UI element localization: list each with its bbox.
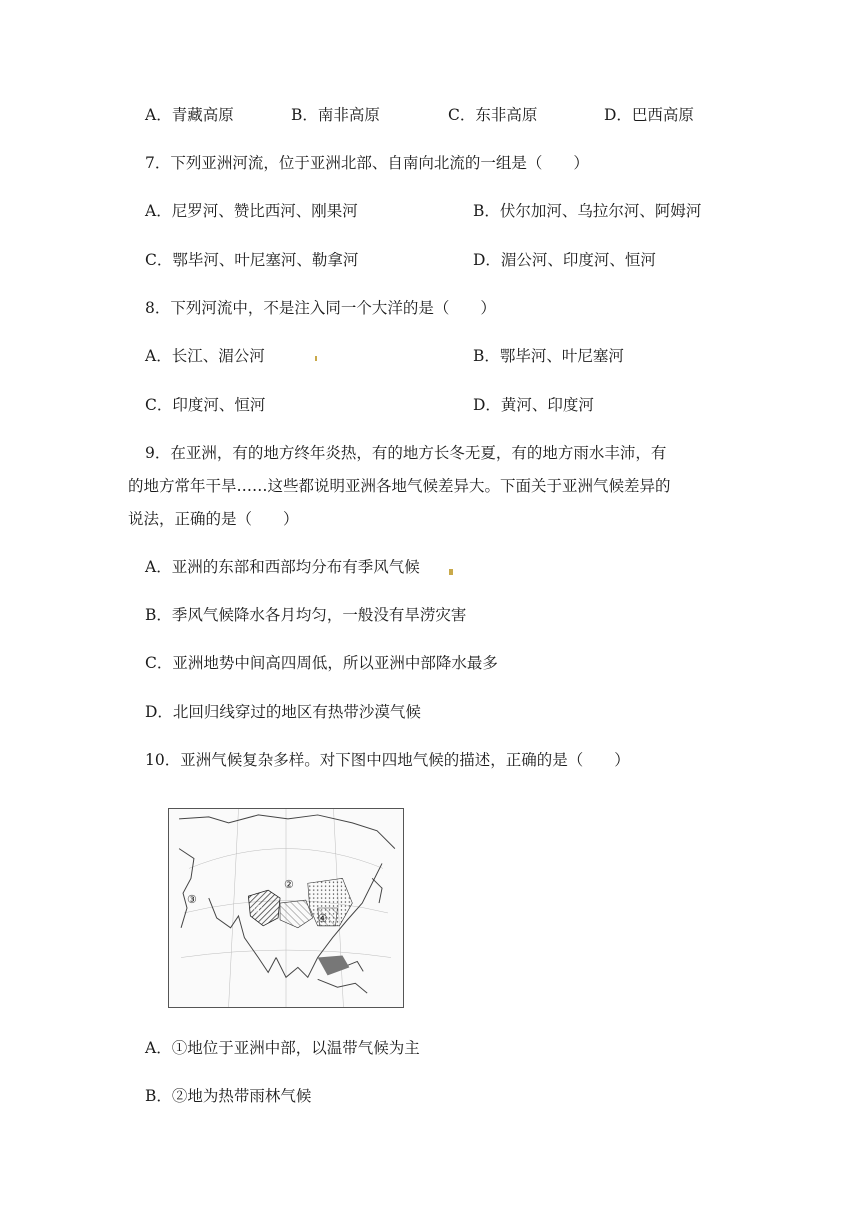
map-label-2: ② [284, 878, 294, 892]
q9-option-b: B．季风气候降水各月均匀，一般没有旱涝灾害 [145, 606, 467, 624]
region-islands [318, 956, 350, 976]
q9-stem-line2: 的地方常年干旱……这些都说明亚洲各地气候差异大。下面关于亚洲气候差异的 [128, 477, 671, 495]
q6-option-d: D．巴西高原 [604, 106, 694, 124]
q8-option-c: C．印度河、恒河 [145, 396, 266, 414]
scan-speck [449, 569, 453, 575]
q6-option-b: B．南非高原 [291, 106, 380, 124]
q6-option-a: A．青藏高原 [145, 106, 234, 124]
q10-option-b: B．②地为热带雨林气候 [145, 1087, 312, 1105]
map-label-4: ④ [317, 911, 328, 925]
q7-option-a: A．尼罗河、赞比西河、刚果河 [145, 202, 358, 220]
q7-option-c: C．鄂毕河、叶尼塞河、勒拿河 [145, 251, 359, 269]
q10-stem: 10．亚洲气候复杂多样。对下图中四地气候的描述，正确的是（ ） [145, 751, 630, 769]
map-label-3: ③ [187, 893, 197, 907]
q8-option-a: A．长江、湄公河 [145, 347, 265, 365]
q9-stem-line1: 9．在亚洲，有的地方终年炎热，有的地方长冬无夏，有的地方雨水丰沛，有 [145, 444, 667, 462]
q6-option-c: C．东非高原 [448, 106, 538, 124]
q8-stem: 8．下列河流中，不是注入同一个大洋的是（ ） [145, 299, 496, 317]
scan-speck [315, 356, 317, 361]
q7-option-b: B．伏尔加河、乌拉尔河、阿姆河 [473, 202, 702, 220]
q9-option-c: C．亚洲地势中间高四周低，所以亚洲中部降水最多 [145, 654, 498, 672]
q9-option-d: D．北回归线穿过的地区有热带沙漠气候 [145, 703, 421, 721]
asia-climate-map [168, 808, 404, 1008]
region-plateau [280, 900, 313, 928]
q9-option-a: A．亚洲的东部和西部均分布有季风气候 [145, 558, 420, 576]
q10-option-a: A．①地位于亚洲中部，以温带气候为主 [145, 1039, 420, 1057]
q7-stem: 7．下列亚洲河流，位于亚洲北部、自南向北流的一组是（ ） [145, 154, 589, 172]
asia-map-drawing [169, 809, 403, 1007]
q8-option-d: D．黄河、印度河 [473, 396, 594, 414]
map-label-1: ① [253, 902, 264, 916]
q7-option-d: D．湄公河、印度河、恒河 [473, 251, 656, 269]
q8-option-b: B．鄂毕河、叶尼塞河 [473, 347, 624, 365]
q9-stem-line3: 说法，正确的是（ ） [128, 510, 299, 528]
